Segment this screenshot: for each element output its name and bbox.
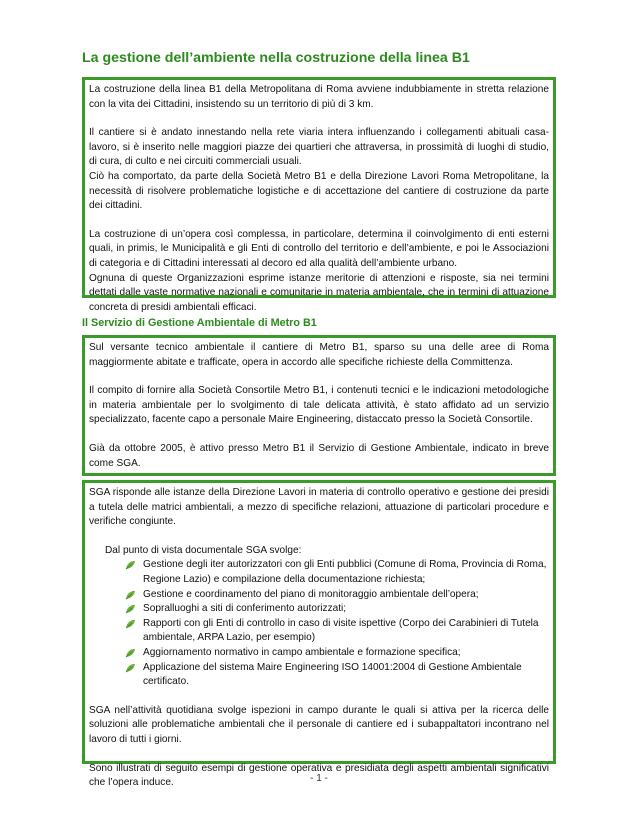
service-box: [82, 335, 556, 476]
list-item: [123, 602, 549, 617]
sga-list-lead: Dal punto di vista documentale SGA svolge:: [105, 544, 302, 556]
bullet-text: Rapporti con gli Enti di controllo in caso di visite ispettive (Corpo dei Carabinieri di Tutela ambientale, ARPA Lazio, per esempio): [143, 617, 539, 644]
list-item: [123, 617, 549, 646]
intro-paragraph-4: La costruzione di un’opera così complessa, in particolare, determina il coinvolgimento di enti esterni quali, in primis, le Municipalità e gli Enti di controllo del territorio e dell’ambiente, e poi le Associazioni di categoria e di Cittadini interessati al decoro ed alla qualità dell’ambiente urbano.: [89, 228, 549, 269]
bullet-text: Aggiornamento normativo in campo ambientale e formazione specifica;: [143, 646, 461, 658]
bullet-text: Gestione degli iter autorizzatori con gli Enti pubblici (Comune di Roma, Provincia di Roma, Regione Lazio) e compilazione della documentazione richiesta;: [143, 559, 547, 585]
leaf-bullet-icon: [125, 560, 136, 570]
service-paragraph-2: Il compito di fornire alla Società Consortile Metro B1, i contenuti tecnici e le indicazioni metodologiche in materia ambientale per lo svolgimento di tale delicata attività, è stato affidato ad un servizio specializzato, facente capo a personale Maire Engineering, distaccato presso la Società Consortile.: [89, 385, 549, 426]
sga-box: [82, 480, 556, 789]
leaf-bullet-icon: [125, 604, 136, 614]
sga-bullet-list: [89, 558, 549, 689]
intro-paragraph-1: La costruzione della linea B1 della Metropolitana di Roma avviene indubbiamente in stretta relazione con la vita dei Cittadini, insistendo su un territorio di più di 3 km.: [89, 84, 549, 110]
document-title: La gestione dell’ambiente nella costruzione della linea B1: [82, 50, 470, 66]
bullet-text: Applicazione del sistema Maire Engineering ISO 14001:2004 di Gestione Ambientale certificato.: [143, 661, 522, 688]
bullet-text: Sopralluoghi a siti di conferimento autorizzati;: [143, 603, 347, 615]
leaf-bullet-icon: [125, 619, 136, 629]
sga-paragraph-after-1: SGA nell’attività quotidiana svolge ispezioni in campo durante le quali si attiva per la ricerca delle soluzioni alle problematiche ambientali che il personale di cantiere ed i subappaltatori incontrano nel lavoro di tutti i giorni.: [89, 704, 549, 745]
intro-box: [82, 77, 556, 313]
section-title: Il Servizio di Gestione Ambientale di Metro B1: [82, 317, 317, 329]
list-item: [123, 646, 549, 661]
sga-intro: SGA risponde alle istanze della Direzione Lavori in materia di controllo operativo e gestione dei presidi a tutela delle matrici ambientali, a mezzo di specifiche relazioni, attuazione di particolari procedure e verifiche congiunte.: [89, 487, 549, 528]
list-item: [123, 588, 549, 603]
intro-paragraph-5: Ognuna di queste Organizzazioni esprime istanze meritorie di attenzioni e risposte, sia nei termini dettati dalle vaste normative nazionali e comunitarie in materia ambientale, che in termini di attuazione concreta di presidi ambientali efficaci.: [89, 272, 549, 313]
list-item: [123, 661, 549, 690]
service-paragraph-1: Sul versante tecnico ambientale il cantiere di Metro B1, sparso su una delle aree di Roma maggiormente abitate e trafficate, opera in accordo alle specifiche richieste della Committenza.: [89, 342, 549, 368]
list-item: [123, 558, 549, 587]
intro-paragraph-3: Ciò ha comportato, da parte della Società Metro B1 e della Direzione Lavori Roma Metropolitane, la necessità di risolvere problematiche logistiche e di accettazione del cantiere di costruzione da parte dei cittadini.: [89, 170, 549, 212]
leaf-bullet-icon: [125, 663, 136, 673]
sga-paragraph-after-2: Sono illustrati di seguito esempi di gestione operativa e presidiata degli aspetti ambientali significativi che l’opera induce.: [89, 762, 549, 789]
leaf-bullet-icon: [125, 648, 136, 658]
leaf-bullet-icon: [125, 590, 136, 600]
bullet-text: Gestione e coordinamento del piano di monitoraggio ambientale dell’opera;: [143, 588, 479, 600]
intro-paragraph-2: Il cantiere si è andato innestando nella rete viaria intera influenzando i collegamenti abituali casa-lavoro, si è inserito nelle maggiori piazze dei quartieri che attraversa, in prossimità di luoghi di studio, di cura, di culto e nei circuiti commerciali usuali.: [89, 127, 549, 168]
service-paragraph-3: Già da ottobre 2005, è attivo presso Metro B1 il Servizio di Gestione Ambientale, indicato in breve come SGA.: [89, 442, 549, 469]
page-number: - 1 -: [310, 773, 328, 784]
